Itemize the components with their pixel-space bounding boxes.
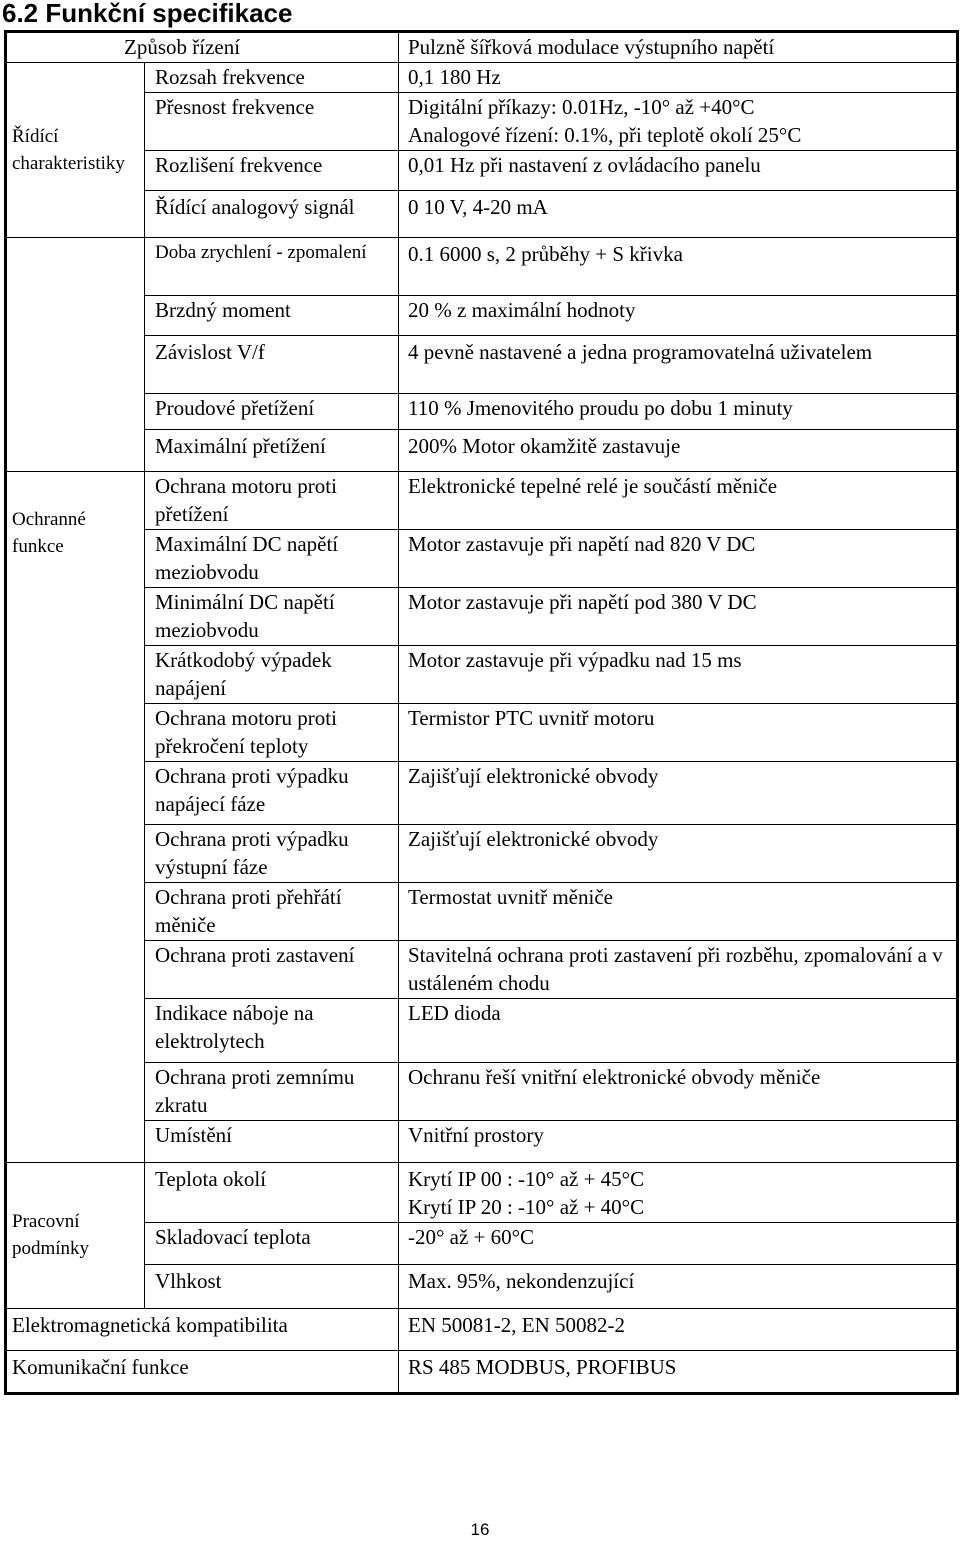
table-row bbox=[6, 940, 958, 998]
row-value: Pulzně šířková modulace výstupního napětí bbox=[399, 32, 958, 63]
row-label: Proudové přetížení bbox=[145, 393, 399, 429]
group-spacer bbox=[6, 237, 145, 471]
row-label: Ochrana proti výpadku napájecí fáze bbox=[145, 761, 399, 824]
row-value: Elektronické tepelné relé je součástí měniče bbox=[399, 471, 958, 529]
row-value-line: Krytí IP 20 : -10° až + 40°C bbox=[408, 1195, 645, 1219]
group-label-protection: Ochranné funkce bbox=[6, 471, 145, 1162]
table-row bbox=[6, 335, 958, 393]
row-value: Termostat uvnitř měniče bbox=[399, 882, 958, 940]
table-row bbox=[6, 1062, 958, 1120]
row-value: 110 % Jmenovitého proudu po dobu 1 minuty bbox=[399, 393, 958, 429]
row-value: Max. 95%, nekondenzující bbox=[399, 1264, 958, 1308]
row-value: LED dioda bbox=[399, 998, 958, 1062]
table-row bbox=[6, 998, 958, 1062]
row-label: Ochrana proti přehřátí měniče bbox=[145, 882, 399, 940]
row-value: Motor zastavuje při napětí nad 820 V DC bbox=[399, 529, 958, 587]
row-value-line: Analogové řízení: 0.1%, při teplotě okolí 25°C bbox=[408, 123, 802, 147]
table-row bbox=[6, 645, 958, 703]
table-row bbox=[6, 1162, 958, 1222]
row-value: Vnitřní prostory bbox=[399, 1120, 958, 1162]
row-value: Motor zastavuje při napětí pod 380 V DC bbox=[399, 587, 958, 645]
group-label-operating: Pracovní podmínky bbox=[6, 1162, 145, 1308]
row-value: 0 10 V, 4-20 mA bbox=[399, 190, 958, 237]
row-label: Vlhkost bbox=[145, 1264, 399, 1308]
row-label: Komunikační funkce bbox=[6, 1350, 399, 1393]
row-label: Přesnost frekvence bbox=[145, 92, 399, 150]
table-row bbox=[6, 703, 958, 761]
table-row bbox=[6, 393, 958, 429]
table-row bbox=[6, 150, 958, 190]
row-label: Teplota okolí bbox=[145, 1162, 399, 1222]
row-label: Elektromagnetická kompatibilita bbox=[6, 1308, 399, 1350]
specification-table bbox=[4, 30, 959, 1395]
row-value: 200% Motor okamžitě zastavuje bbox=[399, 429, 958, 471]
row-value: Termistor PTC uvnitř motoru bbox=[399, 703, 958, 761]
table-row bbox=[6, 761, 958, 824]
row-label: Indikace náboje na elektrolytech bbox=[145, 998, 399, 1062]
row-value bbox=[399, 1162, 958, 1222]
table-row bbox=[6, 92, 958, 150]
row-label: Ochrana motoru proti překročení teploty bbox=[145, 703, 399, 761]
row-label: Skladovací teplota bbox=[145, 1222, 399, 1264]
row-label: Doba zrychlení - zpomalení bbox=[145, 237, 399, 295]
table-row bbox=[6, 529, 958, 587]
row-value: 20 % z maximální hodnoty bbox=[399, 295, 958, 335]
table-row bbox=[6, 295, 958, 335]
table-row bbox=[6, 429, 958, 471]
row-label: Řídící analogový signál bbox=[145, 190, 399, 237]
table-row bbox=[6, 237, 958, 295]
table-row bbox=[6, 587, 958, 645]
row-label: Ochrana proti zemnímu zkratu bbox=[145, 1062, 399, 1120]
row-label: Způsob řízení bbox=[6, 32, 399, 63]
row-value: Motor zastavuje při výpadku nad 15 ms bbox=[399, 645, 958, 703]
table-row bbox=[6, 882, 958, 940]
row-label: Minimální DC napětí meziobvodu bbox=[145, 587, 399, 645]
row-label: Krátkodobý výpadek napájení bbox=[145, 645, 399, 703]
row-value: 0,1 180 Hz bbox=[399, 62, 958, 92]
row-value: Zajišťují elektronické obvody bbox=[399, 761, 958, 824]
row-value bbox=[399, 92, 958, 150]
row-label: Rozlišení frekvence bbox=[145, 150, 399, 190]
row-value: Ochranu řeší vnitřní elektronické obvody měniče bbox=[399, 1062, 958, 1120]
row-label: Maximální DC napětí meziobvodu bbox=[145, 529, 399, 587]
row-label: Ochrana proti zastavení bbox=[145, 940, 399, 998]
row-label: Ochrana proti výpadku výstupní fáze bbox=[145, 824, 399, 882]
row-value: 0.1 6000 s, 2 průběhy + S křivka bbox=[399, 237, 958, 295]
row-label: Maximální přetížení bbox=[145, 429, 399, 471]
table-row bbox=[6, 1264, 958, 1308]
table-row bbox=[6, 1120, 958, 1162]
row-value: Zajišťují elektronické obvody bbox=[399, 824, 958, 882]
row-value: -20° až + 60°C bbox=[399, 1222, 958, 1264]
table-row bbox=[6, 824, 958, 882]
row-value: 4 pevně nastavené a jedna programovatelná uživatelem bbox=[399, 335, 958, 393]
row-label: Rozsah frekvence bbox=[145, 62, 399, 92]
row-value: 0,01 Hz při nastavení z ovládacího panelu bbox=[399, 150, 958, 190]
page-heading: 6.2 Funkční specifikace bbox=[2, 0, 293, 28]
row-value: EN 50081-2, EN 50082-2 bbox=[399, 1308, 958, 1350]
row-value: Stavitelná ochrana proti zastavení při rozběhu, zpomalování a v ustáleném chodu bbox=[399, 940, 958, 998]
page-number: 16 bbox=[470, 1520, 490, 1539]
table-row bbox=[6, 471, 958, 529]
table-row bbox=[6, 32, 958, 63]
row-label: Umístění bbox=[145, 1120, 399, 1162]
row-value: RS 485 MODBUS, PROFIBUS bbox=[399, 1350, 958, 1393]
row-value-line: Krytí IP 00 : -10° až + 45°C bbox=[408, 1166, 645, 1191]
group-label-control: Řídící charakteristiky bbox=[6, 62, 145, 237]
row-label: Brzdný moment bbox=[145, 295, 399, 335]
row-label: Ochrana motoru proti přetížení bbox=[145, 471, 399, 529]
row-label: Závislost V/f bbox=[145, 335, 399, 393]
row-value-line: Digitální příkazy: 0.01Hz, -10° až +40°C bbox=[408, 94, 755, 119]
table-row bbox=[6, 1222, 958, 1264]
table-row bbox=[6, 62, 958, 92]
table-row bbox=[6, 1350, 958, 1393]
table-row bbox=[6, 190, 958, 237]
table-row bbox=[6, 1308, 958, 1350]
